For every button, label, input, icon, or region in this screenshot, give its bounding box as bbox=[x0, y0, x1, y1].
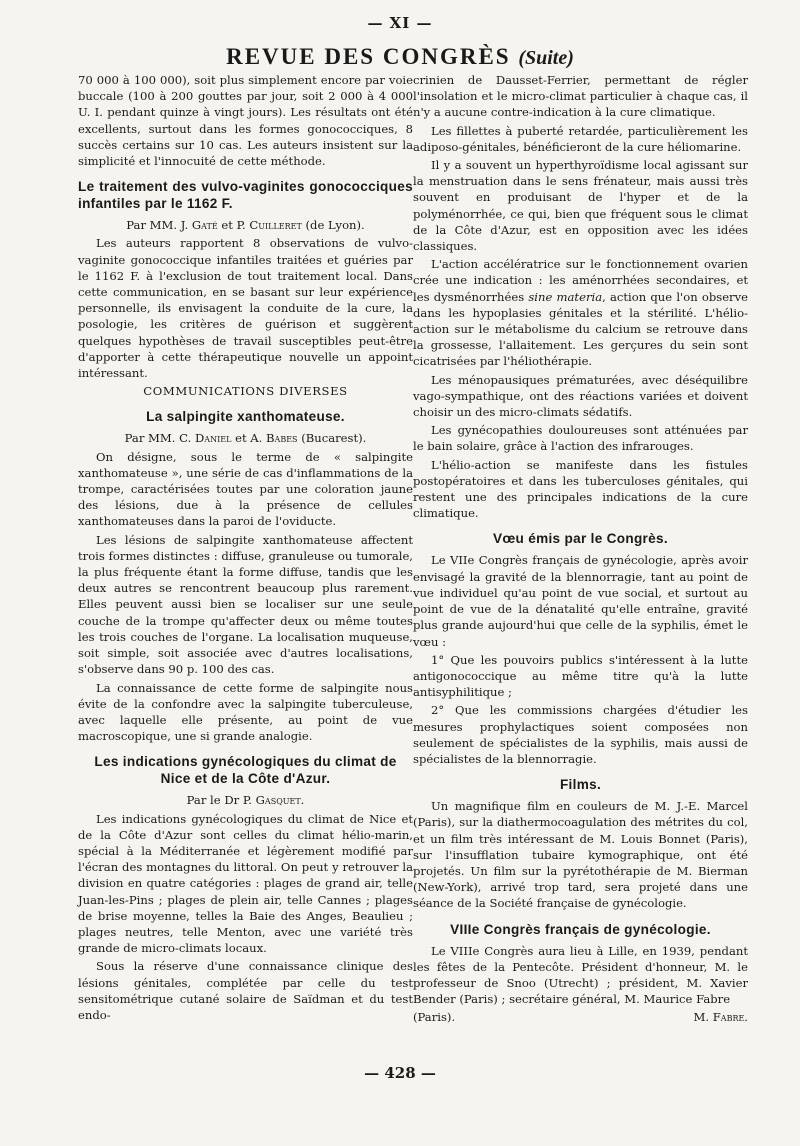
author-name: Daniel bbox=[195, 431, 232, 446]
body-paragraph: Les ménopausiques prématurées, avec déséquilibre vago-sympathique, ont des réactions variées et doivent choisir un des micro-climats sédatifs. bbox=[413, 372, 748, 420]
closing-line: (Paris). M. Fabre. bbox=[413, 1010, 748, 1025]
body-paragraph: La connaissance de cette forme de salpingite nous évite de la confondre avec la salpingite tuberculeuse, avec laquelle elle présente, au point de vue macroscopique, une si grande analogie. bbox=[78, 680, 413, 744]
author-name: Cuilleret bbox=[249, 218, 302, 233]
section-title-voeu: Vœu émis par le Congrès. bbox=[493, 531, 668, 547]
page-number: — 428 — bbox=[364, 1064, 436, 1082]
intro-paragraph: 70 000 à 100 000), soit plus simplement encore par voie buccale (100 à 200 gouttes par jour, soit 2 000 à 4 000 U. I. pendant quinze à vingt jours). Les résultats ont été excellents, surtout dans les formes gonococciques, 8 succès certains sur 10 cas. Les auteurs insistent sur la simplicité et l'innocuité de cette méthode. bbox=[78, 73, 413, 169]
body-paragraph: Un magnifique film en couleurs de M. J.-E. Marcel (Paris), sur la diathermocoagulation des métrites du col, et un film très intéressant de M. Louis Bonnet (Paris), sur l'insufflation tubaire kymographique, ont été projetés. Un film sur la pyrétothérapie de M. Bierman (New-York), arrivé trop tard, sera projeté dans une séance de la Société française de gynécologie. bbox=[413, 799, 748, 911]
signature: M. Fabre. bbox=[693, 1010, 748, 1025]
body-paragraph: L'action accélératrice sur le fonctionnement ovarien crée une indication : les aménorrhées secondaires, et les dysménorrhées sine materia, action que l'on observe dans les hypoplasies génitales et la stérilité. L'hélio-action sur le métabolisme du calcium se retrouve dans la grossesse, l'allaitement. Les gerçures du sein sont cicatrisées par l'héliothérapie. bbox=[413, 257, 749, 369]
byline-gate-cuilleret: Par MM. J. Gaté et P. Cuilleret (de Lyon). bbox=[126, 218, 365, 233]
right-column bbox=[413, 72, 748, 1028]
body-paragraph: Les fillettes à puberté retardée, particulièrement les adiposo-génitales, bénéficieront de la cure héliomarine. bbox=[413, 123, 748, 154]
body-paragraph: Les auteurs rapportent 8 observations de vulvo-vaginite gonococcique infantiles traitées et guéries par le 1162 F. à l'exclusion de tout traitement local. Dans cette communication, en se basant sur leur expérience personnelle, ils envisagent la conduite de la cure, la posologie, les critères de guérison et suggèrent quelques hypothèses de travail susceptibles peut-être d'apporter à cette thérapeutique nouvelle un appoint intéressant. bbox=[78, 236, 413, 381]
body-paragraph: On désigne, sous le terme de « salpingite xanthomateuse », une série de cas d'inflammations de la trompe, caractérisées toutes par une coloration jaune des lésions, due à la présence de cellules xanthomateuses dans la paroi de l'oviducte. bbox=[78, 449, 413, 529]
body-paragraph: Il y a souvent un hyperthyroïdisme local agissant sur la menstruation dans le sens frénateur, mais aussi très souvent en produisant de l'hyper et de la polyménorrhée, ce qui, bien que fréquent sous le climat de la Côte d'Azur, est en opposition avec les idées classiques. bbox=[413, 158, 748, 254]
section-title-vulvo-vaginites: Le traitement des vulvo-vaginites gonococciques infantiles par le 1162 F. bbox=[78, 179, 413, 212]
byline-daniel-babes: Par MM. C. Daniel et A. Babes (Bucarest). bbox=[124, 431, 367, 446]
body-paragraph: 1° Que les pouvoirs publics s'intéressent à la lutte antigonococcique au même titre qu'à la lutte antisyphilitique ; bbox=[413, 652, 748, 700]
body-paragraph: 2° Que les commissions chargées d'étudier les mesures prophylactiques soient composées non seulement de spécialistes de la syphilis, mais aussi de spécialistes de la blennorragie. bbox=[413, 703, 748, 766]
body-paragraph: Les gynécopathies douloureuses sont atténuées par le bain solaire, grâce à l'action des infrarouges. bbox=[413, 423, 748, 454]
section-title-films: Films. bbox=[559, 777, 602, 793]
byline-gasquet: Par le Dr P. Gasquet. bbox=[186, 793, 305, 808]
body-paragraph: L'hélio-action se manifeste dans les fistules postopératoires et dans les tuberculoses génitales, qui restent une des principales indications de la cure climatique. bbox=[413, 457, 748, 521]
journal-title: REVUE DES CONGRÈS bbox=[226, 44, 511, 69]
body-paragraph: Les indications gynécologiques du climat de Nice et de la Côte d'Azur sont celles du climat hélio-marin, spécial à la Méditerranée et légèrement modifié par l'écran des montagnes du littoral. On peut y retrouver la division en quatre catégories : plages de grand air, telle Juan-les-Pins ; plages de plein air, telle Cannes ; plages de brise moyenne, telles la Baie des Anges, Beaulieu ; plages neutres, telle Menton, avec une variété très grande de micro-climats locaux. bbox=[78, 811, 413, 956]
body-paragraph: Le VIIIe Congrès aura lieu à Lille, en 1939, pendant les fêtes de la Pentecôte. Président d'honneur, M. le professeur de Snoo (Utrecht) ; président, M. Xavier Bender (Paris) ; secrétaire général, M. Maurice Fabre bbox=[413, 943, 748, 1007]
latin-phrase: sine materia bbox=[528, 289, 603, 304]
author-name: Gasquet bbox=[255, 793, 301, 808]
author-name: Babes bbox=[266, 431, 298, 446]
section-title-climat-nice: Les indications gynécologiques du climat de Nice et de la Côte d'Azur. bbox=[94, 754, 397, 787]
body-paragraph: Le VIIe Congrès français de gynécologie, après avoir envisagé la gravité de la blennorragie, tant au point de vue individuel qu'au point de vue social, et surtout au point de vue de la dénatalité qu'elle entraîne, gravité plus grande aujourd'hui que celle de la syphilis, émet le vœu : bbox=[413, 553, 748, 649]
communications-diverses-heading: COMMUNICATIONS DIVERSES bbox=[143, 384, 348, 399]
body-paragraph: crinien de Dausset-Ferrier, permettant de régler l'insolation et le micro-climat particulier à chaque cas, il n'y a aucune contre-indication à la cure climatique. bbox=[413, 73, 748, 120]
section-title-salpingite: La salpingite xanthomateuse. bbox=[146, 409, 345, 425]
body-paragraph: Les lésions de salpingite xanthomateuse affectent trois formes distinctes : diffuse, granuleuse ou tumorale, la plus fréquente étant la forme diffuse, tandis que les deux autres se rencontrent beaucoup plus rarement. Elles peuvent aussi bien se localiser sur une seule couche de la trompe qu'affecter deux ou même toutes les trois couches de l'organe. La localisation muqueuse, soit simple, soit associée avec d'autres localisations, s'observe dans 90 p. 100 des cas. bbox=[78, 532, 413, 677]
author-name: Gaté bbox=[191, 218, 218, 233]
section-title-viii-congres: VIIIe Congrès français de gynécologie. bbox=[450, 921, 711, 937]
left-column bbox=[78, 72, 413, 1025]
running-head bbox=[0, 44, 800, 70]
title-suite: (Suite) bbox=[518, 47, 574, 69]
roman-folio: — XI — bbox=[367, 14, 433, 32]
body-paragraph: Sous la réserve d'une connaissance clinique des lésions génitales, complétée par celle du test sensitométrique cutané solaire de Saïdman et du test endo- bbox=[78, 959, 413, 1022]
